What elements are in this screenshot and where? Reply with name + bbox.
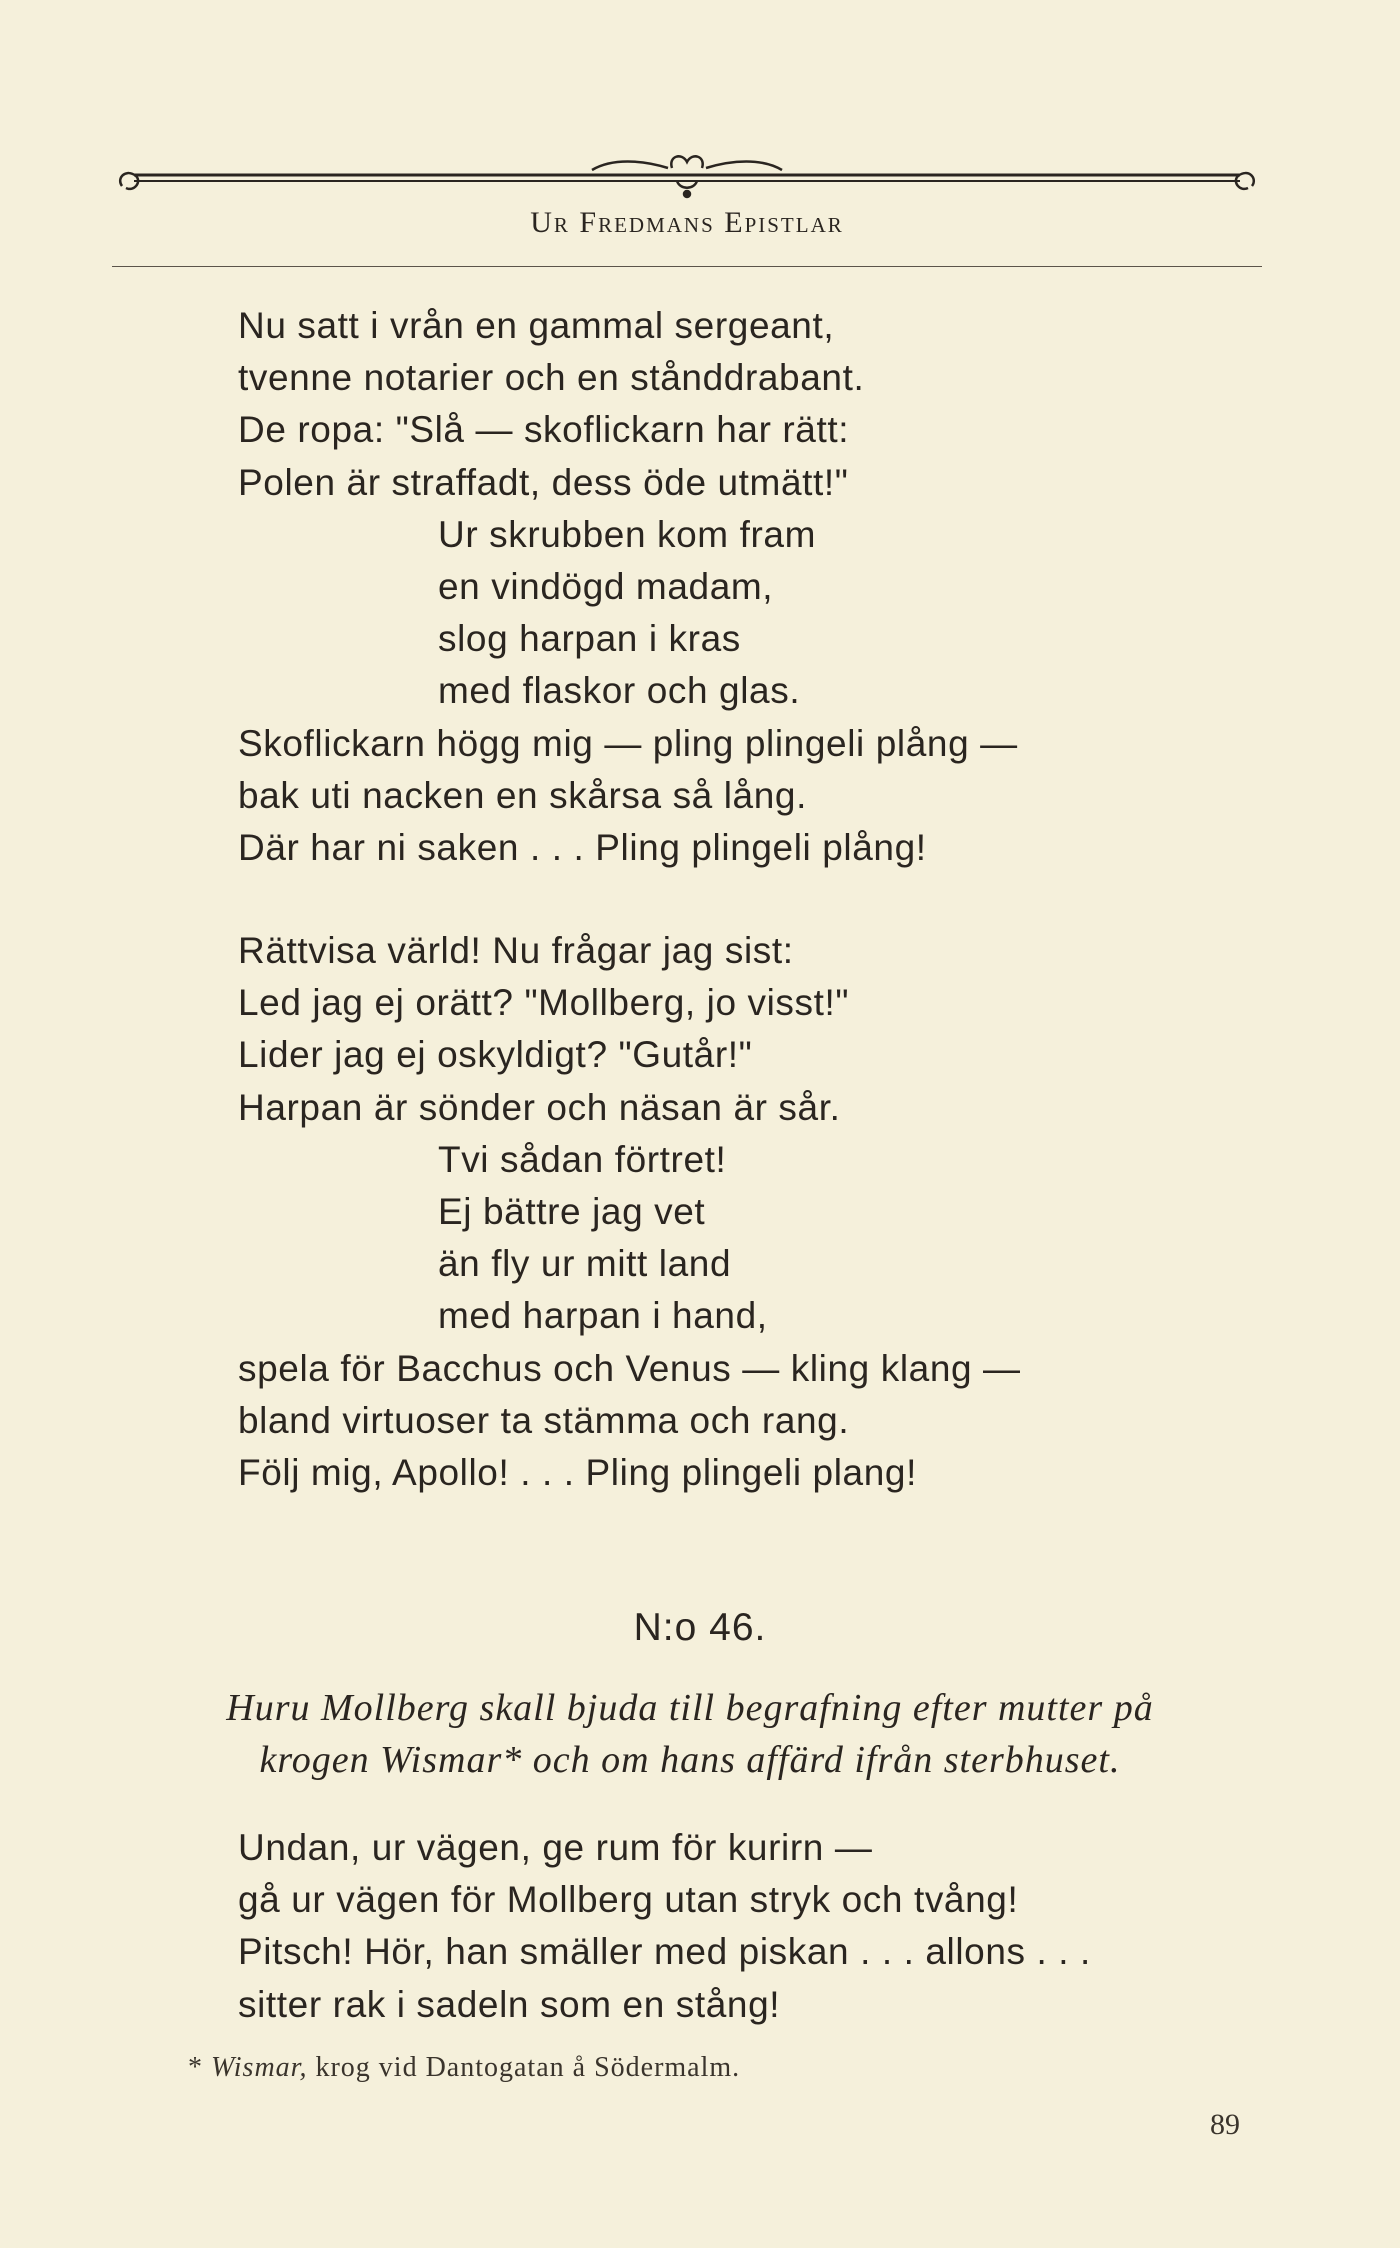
verse-line: bak uti nacken en skårsa så lång. [238, 774, 807, 816]
verse-line: slog harpan i kras [438, 618, 741, 660]
verse-line: Ur skrubben kom fram [438, 513, 816, 555]
footnote-marker: * [188, 2052, 203, 2083]
epistle-heading-line-2: krogen Wismar* och om hans affärd ifrån sterbhuset. [259, 1739, 1121, 1781]
verse-line: än fly ur mitt land [438, 1243, 732, 1285]
verse-line: Ej bättre jag vet [438, 1190, 706, 1232]
header-rule [112, 266, 1262, 267]
verse-line: De ropa: "Slå — skoflickarn har rätt: [238, 409, 850, 451]
verse-line: med flaskor och glas. [438, 670, 801, 712]
verse-line: spela för Bacchus och Venus — kling klang — [238, 1347, 1021, 1389]
footnote [188, 2052, 1288, 2084]
epistle-heading [110, 1682, 1270, 1786]
epistle-number: N:o 46. [633, 1606, 767, 1649]
verse-line: Polen är straffadt, dess öde utmätt!" [238, 461, 849, 503]
footnote-word: Wismar, [211, 2052, 308, 2083]
verse-line: en vindögd madam, [438, 565, 774, 607]
verse-line: Undan, ur vägen, ge rum för kurirn — [238, 1827, 873, 1868]
running-head: Ur Fredmans Epistlar [530, 206, 844, 239]
verse-line: Led jag ej orätt? "Mollberg, jo visst!" [238, 982, 850, 1024]
epistle-heading-line-1: Huru Mollberg skall bjuda till begrafning efter mutter på [226, 1687, 1154, 1729]
stanza-1 [238, 300, 1238, 874]
verse-line: Skoflickarn högg mig — pling plingeli plång — [238, 722, 1018, 764]
verse-line: gå ur vägen för Mollberg utan stryk och tvång! [238, 1879, 1019, 1921]
footnote-text: krog vid Dantogatan å Södermalm. [315, 2052, 741, 2083]
verse-line: Tvi sådan förtret! [438, 1138, 727, 1180]
verse-line: sitter rak i sadeln som en stång! [238, 1983, 781, 2025]
verse-line: tvenne notarier och en stånddrabant. [238, 357, 865, 399]
verse-line: Pitsch! Hör, han smäller med piskan . . . allons . . . [238, 1931, 1091, 1973]
header-ornament [112, 148, 1262, 208]
verse-line: Där har ni saken . . . Pling plingeli plång! [238, 826, 927, 868]
verse-line: Harpan är sönder och näsan är sår. [238, 1086, 841, 1128]
verse-line: Lider jag ej oskyldigt? "Gutår!" [238, 1034, 753, 1076]
verse-line: bland virtuoser ta stämma och rang. [238, 1399, 850, 1441]
verse-line: Följ mig, Apollo! . . . Pling plingeli plang! [238, 1451, 917, 1493]
page-number: 89 [1210, 2108, 1240, 2141]
stanza-3 [238, 1822, 1238, 2031]
stanza-2 [238, 925, 1238, 1499]
verse-line: Rättvisa värld! Nu frågar jag sist: [238, 930, 794, 971]
verse-line: Nu satt i vrån en gammal sergeant, [238, 305, 835, 346]
verse-line: med harpan i hand, [438, 1295, 768, 1337]
